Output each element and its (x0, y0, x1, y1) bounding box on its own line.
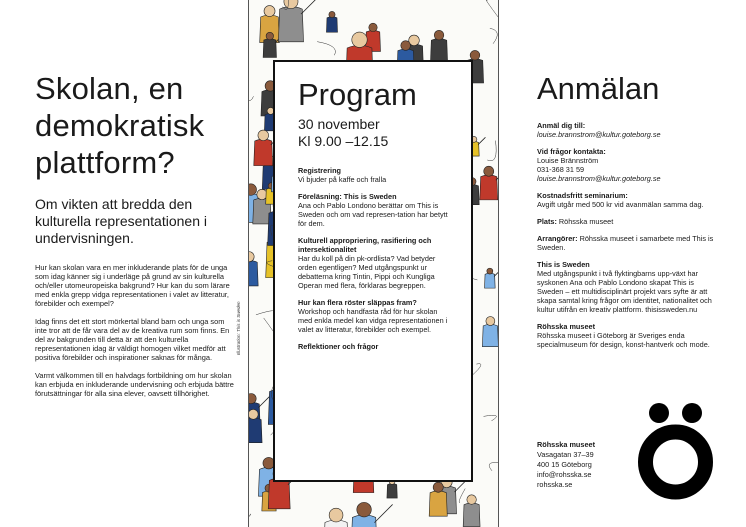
place-label: Plats: (537, 217, 557, 226)
program-items (298, 166, 451, 351)
museum-text: Röhsska museet i Göteborg är Sveriges enda specialmuseum för design, konst-hantverk och mode. (537, 331, 710, 349)
figure-body (387, 484, 397, 498)
program-item-heading: Hur kan flera röster släppas fram? (298, 298, 417, 307)
figure-head (266, 32, 273, 39)
figure-body (326, 17, 337, 33)
signup-email-link[interactable]: louise.brannstrom@kultur.goteborg.se (537, 130, 661, 139)
figure-head (470, 50, 480, 60)
intro-subtitle: Om vikten att bredda den kulturella representationen i undervisningen. (35, 196, 207, 246)
figure-head (484, 166, 494, 176)
intro-paragraph-3: Varmt välkommen till en halvdags fortbildning om hur skolan kan erbjuda en inkluderande undervisning och erbjuda bättre förutsättningar för alla sina elever, oavsett tillhörighet. (35, 371, 234, 398)
tis-block (537, 260, 717, 314)
intro-column (35, 70, 235, 398)
sketch-line (256, 311, 273, 315)
program-item-heading: Reflektioner och frågor (298, 342, 379, 351)
address-city: 400 15 Göteborg (537, 460, 592, 469)
program-item-text: Ana och Pablo Londono berättar om This is Sweden och om vad represen-tation har betytt för dem. (298, 201, 448, 228)
figure-head (329, 11, 335, 17)
figure-arm (374, 504, 392, 522)
organizer-label: Arrangörer: (537, 234, 578, 243)
address-block (537, 440, 595, 490)
signup-label: Anmäl dig till: (537, 121, 586, 130)
signup-title: Anmälan (537, 71, 660, 106)
figure-body (278, 7, 303, 42)
figure-body (430, 39, 447, 63)
sketch-line (490, 28, 497, 43)
museum-block (537, 322, 717, 349)
program-item (298, 342, 451, 351)
program-time: Kl 9.00 –12.15 (298, 133, 389, 149)
figure-arm (494, 269, 499, 276)
sketch-line (487, 141, 496, 161)
program-item (298, 236, 451, 290)
figure-body (485, 273, 496, 288)
figure-body (463, 503, 480, 527)
address-street: Vasagatan 37–39 (537, 450, 594, 459)
museum-heading: Röhsska museet (537, 322, 595, 331)
intro-title: Skolan, en demokratisk plattform? (35, 71, 205, 180)
figure-head (264, 6, 275, 17)
figure-body (249, 260, 258, 286)
sketch-line (484, 415, 497, 421)
figure-head (249, 393, 256, 403)
sketch-line (472, 364, 481, 376)
intro-paragraph-2: Idag finns det ett stort mörkertal bland barn och unga som inte tror att de får vara del av de kreativa rum som finns. En del av bakgrunden till detta är att den kulturella representationen idag är väldigt homogen vilket medför att positiva förebilder och inspirationer saknas för många. (35, 317, 230, 362)
figure-head (249, 184, 257, 196)
sketch-line (317, 42, 335, 56)
program-panel (273, 60, 473, 482)
figure-arm (478, 137, 485, 144)
tis-text: Med utgångspunkt i två flyktingbarns upp-växt har syskonen Ana och Pablo Londono skapat This is Sweden – ett multidisciplinärt projekt vars syfte är att skapa samtal kring frågor om identitet, nationalitet och kultur utifrån en kreativ plattform. thisissweden.nu (537, 269, 712, 314)
figure-body (480, 175, 498, 200)
organizer-text: Röhsska museet i samarbete med This is Sweden. (537, 234, 714, 252)
program-item-text: Workshop och handfasta råd för hur skolan med enkla medel kan vidga representationen i valet av litteratur, förebilder och exempel. (298, 307, 448, 334)
cost-text: Avgift utgår med 500 kr vid avanmälan samma dag. (537, 200, 704, 209)
program-item-heading: Föreläsning: This is Sweden (298, 192, 397, 201)
program-item (298, 166, 451, 184)
cost-block (537, 191, 717, 209)
figure-head (258, 130, 269, 141)
program-item-heading: Registrering (298, 166, 341, 175)
figure-head (249, 252, 254, 262)
figure-head (369, 23, 377, 31)
program-item (298, 192, 451, 228)
figure-body (482, 324, 498, 346)
figure-head (434, 30, 444, 40)
signup-column (537, 70, 717, 489)
figure-head (357, 502, 372, 517)
figure-head (487, 268, 493, 274)
cost-label: Kostnadsfritt seminarium: (537, 191, 628, 200)
illustration-credit: Illustration: This is Sweden (236, 301, 241, 355)
figure-body (254, 139, 273, 166)
contact-email-link[interactable]: louise.brannstrom@kultur.goteborg.se (537, 174, 661, 183)
address-email-link[interactable]: info@rohsska.se (537, 470, 592, 479)
place-text: Röhsska museet (558, 217, 614, 226)
signup-block (537, 121, 717, 139)
figure-head (433, 482, 443, 492)
figure-head (467, 495, 476, 504)
place-block (537, 217, 717, 226)
program-item-heading: Kulturell appropriering, rasifiering och intersektionalitet (298, 236, 432, 254)
sketch-line (249, 77, 254, 101)
figure-body (268, 478, 290, 509)
sketch-line (459, 489, 465, 503)
contact-phone[interactable]: 031-368 31 59 (537, 165, 585, 174)
address-web-link[interactable]: rohsska.se (537, 480, 573, 489)
program-item-text: Vi bjuder på kaffe och fralla (298, 175, 387, 184)
intro-paragraph-1: Hur kan skolan vara en mer inkluderande plats för de unga som idag känner sig i underläge på grund av sin kulturella och/eller utomeuropeiska bakgrund? Hur kan du som lärare med enkla grepp vidga representationen i valet av litteratur, förebilder och exempel? (35, 263, 230, 308)
sketch-line (249, 514, 251, 527)
figure-head (401, 41, 411, 51)
program-item (298, 298, 451, 334)
figure-body (263, 39, 276, 58)
program-date: 30 november (298, 116, 380, 132)
rohsska-logo-icon (634, 402, 717, 500)
address-name: Röhsska museet (537, 440, 595, 449)
sketch-line (489, 462, 499, 470)
figure-head (486, 317, 495, 326)
program-item-text: Har du koll på din pk-ordlista? Vad betyder orden egentligen? Med utgångspunkt ur debatterna kring Tintin, Pippi och Kungliga Operan med flera, förklaras begreppen. (298, 254, 436, 290)
program-title: Program (298, 77, 417, 112)
contact-name: Louise Brännström (537, 156, 599, 165)
sketch-line (486, 0, 499, 20)
figure-arm (301, 0, 319, 14)
figure-body (429, 491, 447, 516)
organizer-block (537, 234, 717, 252)
figure-head (352, 32, 367, 47)
tis-heading: This is Sweden (537, 260, 590, 269)
figure-head (249, 409, 258, 419)
figure-head (257, 189, 267, 199)
contact-label: Vid frågor kontakta: (537, 147, 606, 156)
figure-body (249, 418, 262, 443)
figure-head (329, 508, 343, 522)
contact-block (537, 147, 717, 183)
